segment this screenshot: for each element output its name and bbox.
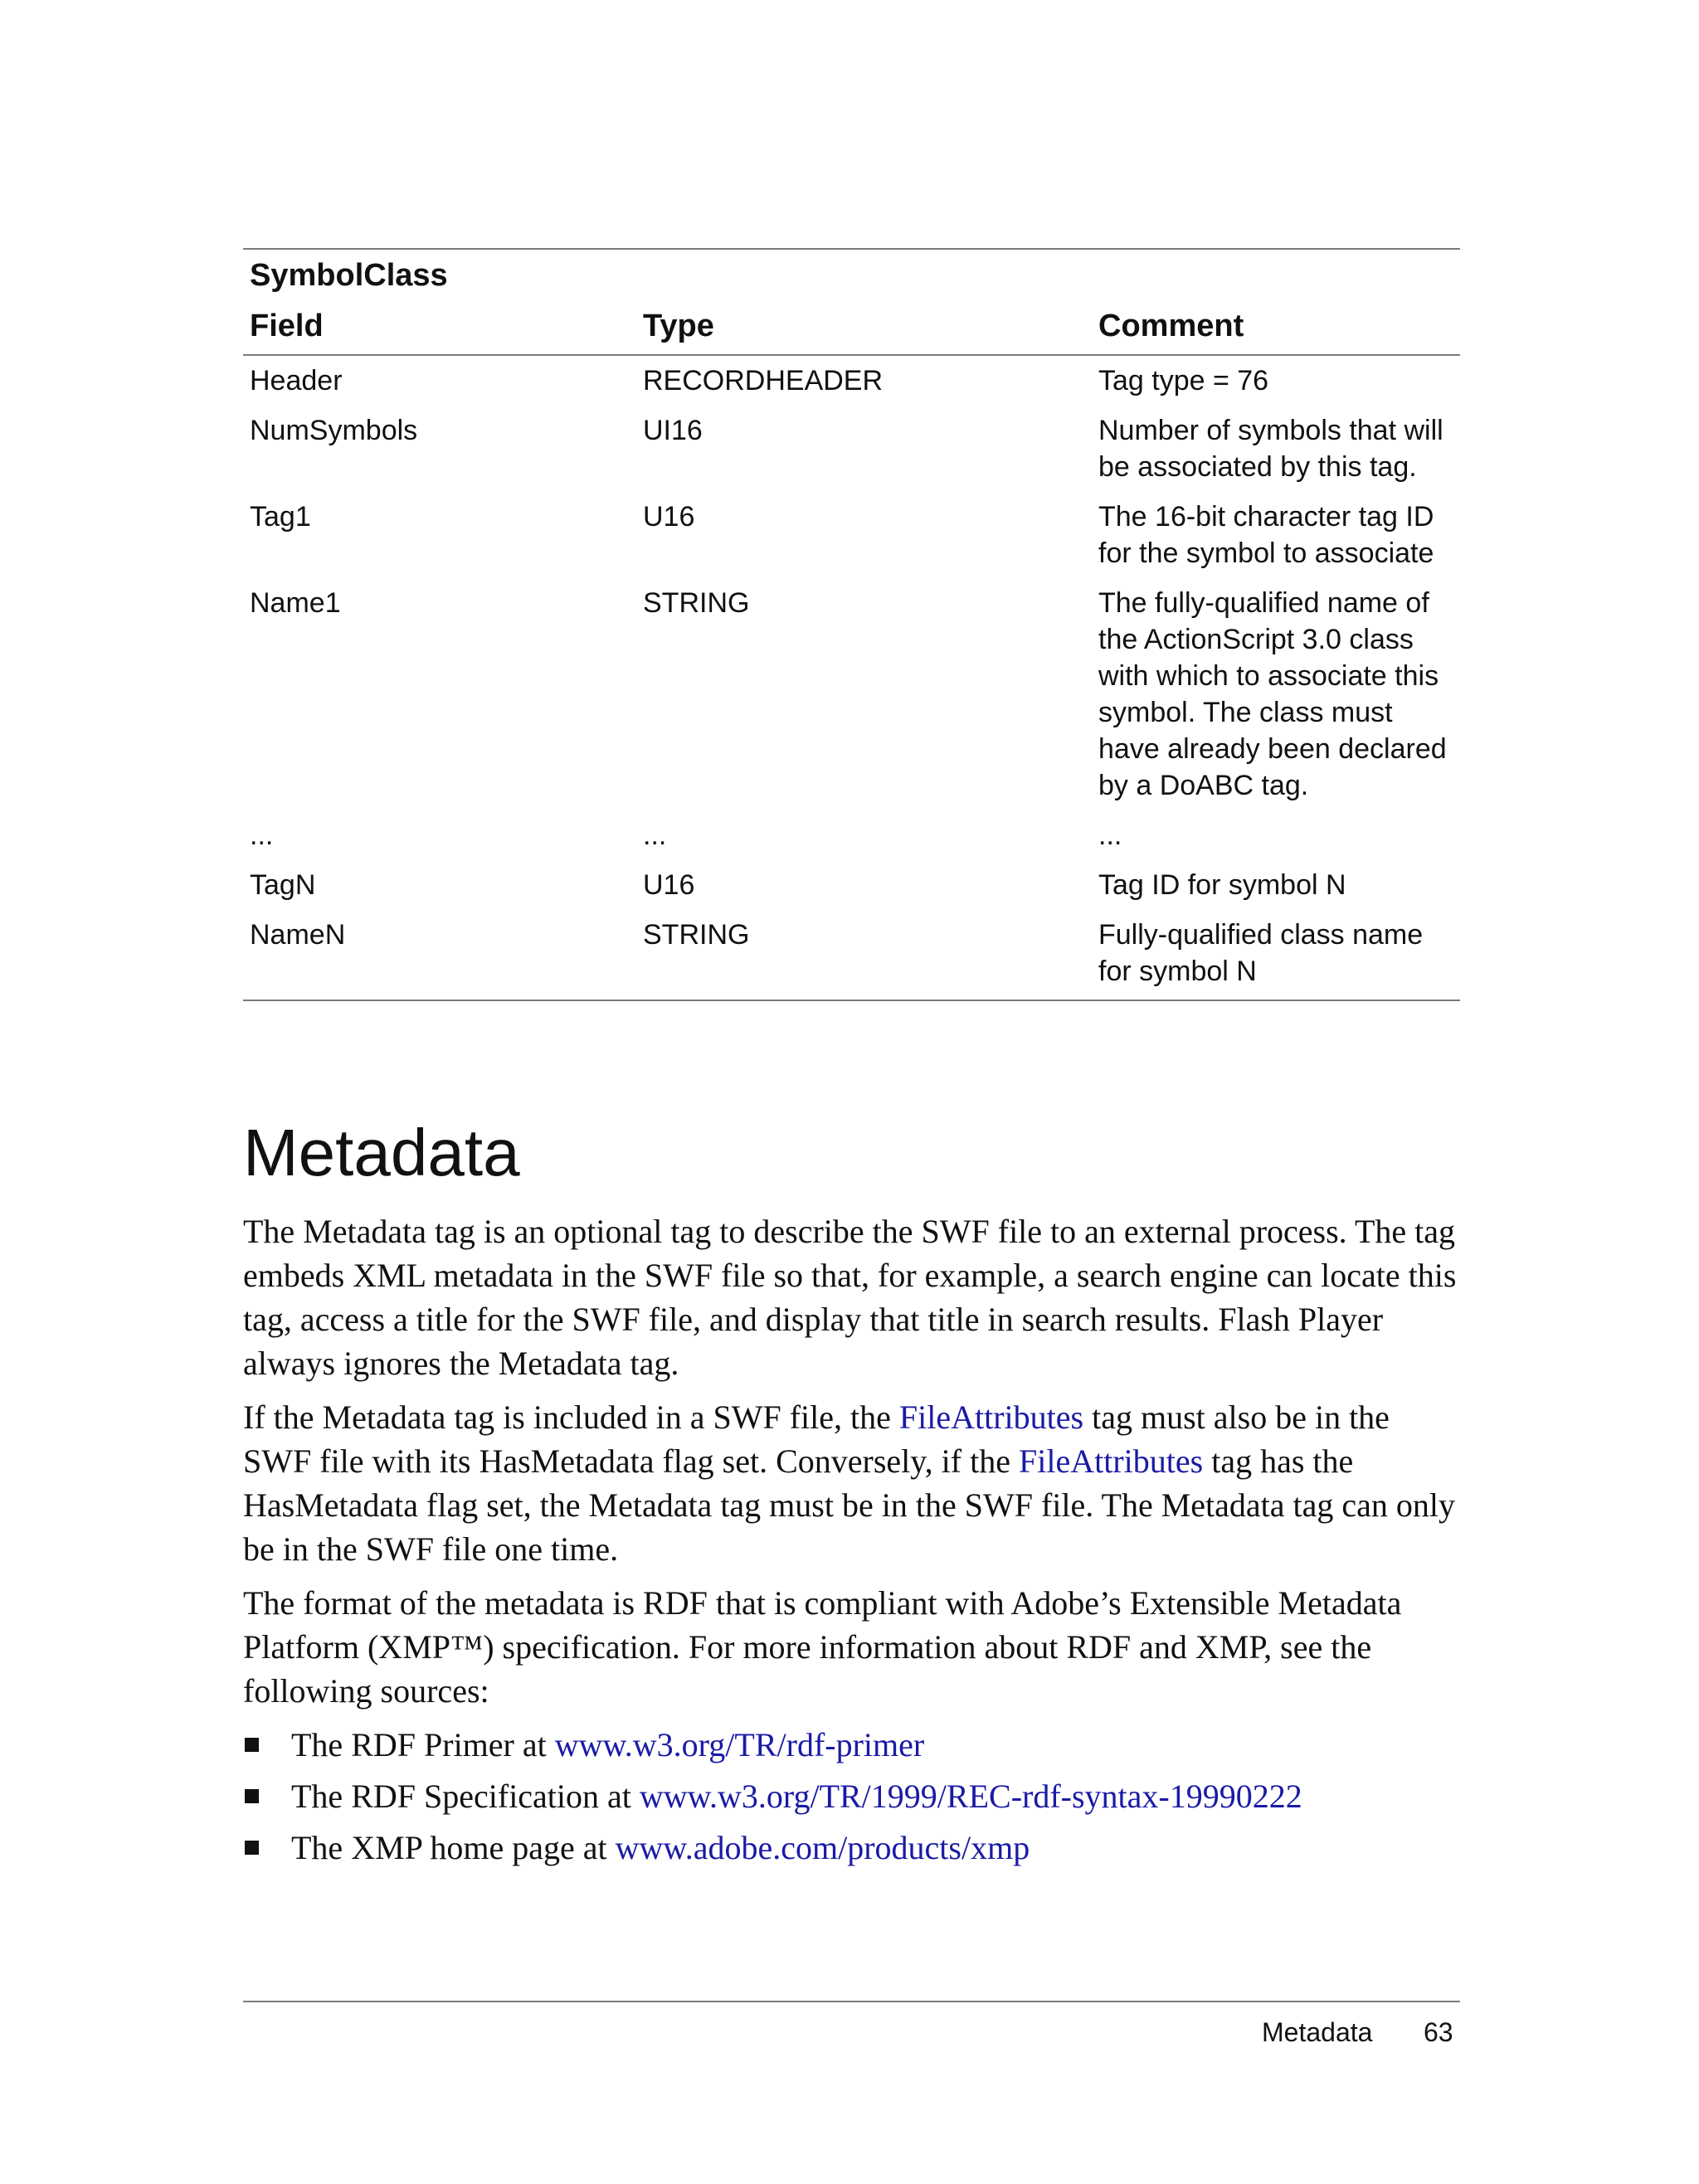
table-header-row xyxy=(243,301,1460,355)
list-item xyxy=(243,1774,1460,1818)
cell-type: STRING xyxy=(636,910,1092,1000)
cell-comment: Number of symbols that will be associated by this tag. xyxy=(1098,415,1443,483)
cell-type: STRING xyxy=(643,587,750,619)
header-type: Type xyxy=(636,301,1092,355)
header-comment: Comment xyxy=(1092,301,1460,355)
cell-type: RECORDHEADER xyxy=(643,365,884,396)
table-row xyxy=(243,578,1460,810)
cell-type: UI16 xyxy=(643,415,703,446)
table-caption: SymbolClass xyxy=(250,258,448,293)
cell-field: Header xyxy=(250,365,343,396)
cell-type: U16 xyxy=(643,869,695,901)
list-item-text: The RDF Primer at xyxy=(291,1726,555,1763)
paragraph-text: tag has the HasMetadata flag set, the Metadata tag must be in the SWF file. The Metadata tag can only be in the SWF file one time. xyxy=(243,1442,1456,1568)
table-row xyxy=(243,810,1460,860)
cell-comment: Tag type = 76 xyxy=(1098,365,1269,396)
table-row xyxy=(243,492,1460,578)
cell-type: ... xyxy=(643,820,667,851)
square-bullet-icon xyxy=(245,1789,259,1803)
section-body xyxy=(243,1209,1460,1877)
page-number: 63 xyxy=(1424,2017,1453,2047)
table-row xyxy=(243,860,1460,910)
fileattributes-link[interactable]: FileAttributes xyxy=(1018,1442,1204,1480)
list-item-text: The XMP home page at xyxy=(291,1829,616,1866)
table-row xyxy=(243,355,1460,406)
cell-comment: Tag ID for symbol N xyxy=(1098,869,1346,901)
paragraph-intro: The Metadata tag is an optional tag to describe the SWF file to an external process. The tag embeds XML metadata in the SWF file so that, for example, a search engine can locate this tag, access a title for the SWF file, and display that title in search results. Flash Player always ignores the Metadata tag. xyxy=(243,1213,1457,1382)
list-item xyxy=(243,1826,1460,1870)
paragraph-text: tag must also be in the SWF file with its HasMetadata flag set. Conversely, if the xyxy=(243,1398,1390,1480)
rdf-primer-link[interactable]: www.w3.org/TR/rdf-primer xyxy=(554,1726,925,1763)
list-item-text: The RDF Specification at xyxy=(291,1778,640,1815)
cell-comment: Fully-qualified class name for symbol N xyxy=(1092,910,1460,1000)
paragraph-fileattributes xyxy=(243,1395,1460,1571)
rdf-spec-link[interactable]: www.w3.org/TR/1999/REC-rdf-syntax-19990222 xyxy=(639,1778,1302,1815)
footer-section-title: Metadata xyxy=(1262,2017,1373,2047)
cell-field: Name1 xyxy=(250,587,341,619)
table-row xyxy=(243,910,1460,1000)
cell-field: TagN xyxy=(250,869,316,901)
xmp-home-link[interactable]: www.adobe.com/products/xmp xyxy=(615,1829,1030,1866)
cell-comment: ... xyxy=(1098,820,1122,851)
square-bullet-icon xyxy=(245,1738,259,1752)
header-field: Field xyxy=(243,301,636,355)
cell-comment: The fully-qualified name of the ActionScript 3.0 class with which to associate this symbol. The class must have already been declared by a DoABC tag. xyxy=(1098,587,1447,801)
list-item xyxy=(243,1723,1460,1767)
cell-field: NumSymbols xyxy=(250,415,418,446)
section-heading: Metadata xyxy=(243,1116,520,1189)
cell-type: U16 xyxy=(643,501,695,533)
symbolclass-table xyxy=(243,301,1460,1001)
symbolclass-table-block xyxy=(243,250,1460,1001)
sources-list xyxy=(243,1723,1460,1870)
paragraph-format: The format of the metadata is RDF that is compliant with Adobe’s Extensible Metadata Platform (XMP™) specification. For more information about RDF and XMP, see the following sources: xyxy=(243,1584,1402,1710)
square-bullet-icon xyxy=(245,1841,259,1855)
cell-comment: The 16-bit character tag ID for the symbol to associate xyxy=(1098,501,1434,569)
paragraph-text: If the Metadata tag is included in a SWF file, the xyxy=(243,1398,899,1436)
footer-rule xyxy=(243,2001,1460,2002)
cell-field: NameN xyxy=(243,910,636,1000)
fileattributes-link[interactable]: FileAttributes xyxy=(898,1398,1084,1436)
table-row xyxy=(243,406,1460,492)
cell-field: Tag1 xyxy=(250,501,311,533)
cell-field: ... xyxy=(250,820,274,851)
